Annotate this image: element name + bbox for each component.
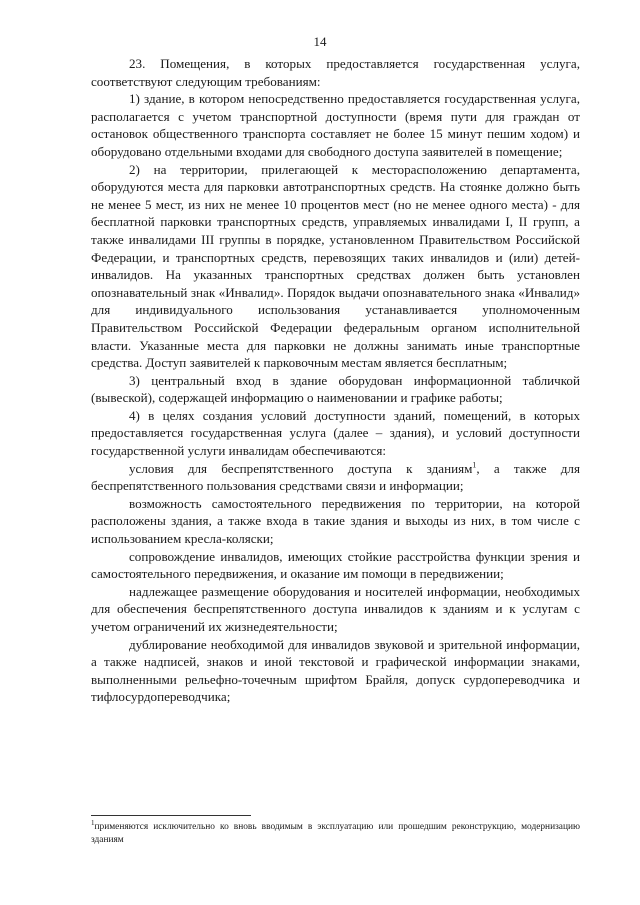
footnote-text: применяются исключительно ко вновь вводимым в эксплуатацию или прошедшим реконструкцию, модернизацию зданиям [91, 822, 580, 845]
paragraph-escort: сопровождение инвалидов, имеющих стойкие расстройства функции зрения и самостоятельного передвижения, и оказание им помощи в передвижении; [91, 548, 580, 582]
paragraph-equipment-placement: надлежащее размещение оборудования и носителей информации, необходимых для обеспечения беспрепятственного доступа инвалидов к зданиям и к услугам с учетом ограничений их жизнедеятельности; [91, 583, 580, 634]
page-number: 14 [313, 34, 327, 49]
footnote-reference: 1 [472, 460, 477, 470]
footnote-divider [91, 815, 251, 816]
paragraph-central-entrance: 3) центральный вход в здание оборудован информационной табличкой (вывеской), содержащей информацию о наименовании и графике работы; [91, 372, 580, 406]
paragraph-text: условия для беспрепятственного доступа к зданиям [129, 460, 473, 476]
paragraph-unobstructed-access [91, 460, 580, 495]
paragraph-text-tail: , а также для беспрепятственного пользования средствами связи и информации; [91, 460, 580, 494]
footnote [91, 818, 580, 847]
paragraph-item-23: 23. Помещения, в которых предоставляется государственная услуга, соответствуют следующим требованиям: [91, 56, 580, 89]
paragraph-parking: 2) на территории, прилегающей к месторасположению департамента, оборудуются места для парковки автотранспортных средств. На стоянке должно быть не менее 5 мест, из них не менее 10 процентов мест (но не менее одного места) - для бесплатной парковки транспортных средств, управляемых инвалидами I, II групп, а также инвалидами III группы в порядке, установленном Правительством Российской Федерации, и транспортных средств, перевозящих таких инвалидов и (или) детей-инвалидов. На указанных транспортных средствах должен быть установлен опознавательный знак «Инвалид». Порядок выдачи опознавательного знака «Инвалид» для индивидуального использования устанавливается уполномоченным Правительством Российской Федерации федеральным органом исполнительной власти. Указанные места для парковки не должны занимать иные транспортные средства. Доступ заявителей к парковочным местам является бесплатным; [91, 161, 580, 371]
paragraph-building-location: 1) здание, в котором непосредственно предоставляется государственная услуга, располагается с учетом транспортной доступности (время пути для граждан от остановок общественного транспорта составляет не более 15 минут пешим ходом) и оборудовано отдельными входами для свободного доступа заявителей в помещение; [91, 91, 580, 159]
document-body [91, 55, 580, 706]
paragraph-accessibility-conditions: 4) в целях создания условий доступности зданий, помещений, в которых предоставляется государственная услуга (далее – здания), и условий доступности государственной услуги инвалидам обеспечиваются: [91, 407, 580, 459]
paragraph-independent-movement: возможность самостоятельного передвижения по территории, на которой расположены здания, а также входа в такие здания и выходы из них, в том числе с использованием кресла-коляски; [91, 495, 580, 547]
paragraph-information-duplication: дублирование необходимой для инвалидов звуковой и зрительной информации, а также надписей, знаков и иной текстовой и графической информации знаками, выполненными рельефно-точечным шрифтом Брайля, допуск сурдопереводчика и тифлосурдопереводчика; [91, 636, 580, 705]
footnote-mark: 1 [91, 818, 95, 827]
